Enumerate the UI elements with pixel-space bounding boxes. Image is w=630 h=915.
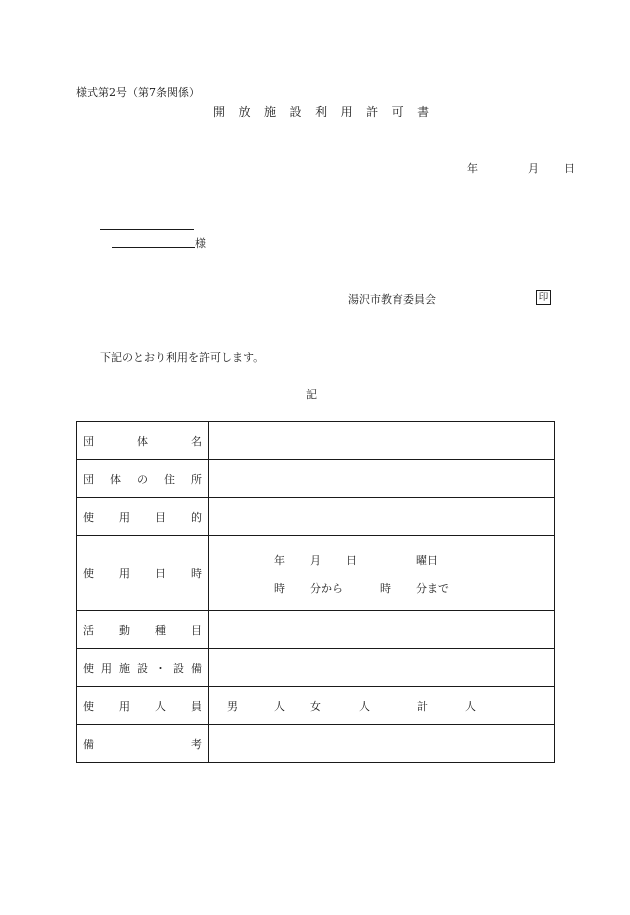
- permit-table: [76, 421, 555, 763]
- people-field[interactable]: [209, 687, 555, 725]
- title-char: 設: [289, 105, 302, 119]
- title-char: 用: [340, 105, 353, 119]
- people-total: 計: [417, 700, 428, 713]
- dt-from-hour: 時: [274, 582, 285, 595]
- dt-to-minute: 分まで: [416, 582, 449, 595]
- recipient-address-line[interactable]: [100, 229, 194, 230]
- table-row: [77, 422, 555, 460]
- recipient-honorific: 様: [195, 237, 206, 250]
- date-day: 日: [564, 162, 575, 175]
- title-char: 許: [366, 105, 379, 119]
- org-name-field[interactable]: [209, 422, 555, 460]
- title-char: 放: [238, 105, 251, 119]
- facility-field[interactable]: [209, 649, 555, 687]
- title-char: 利: [315, 105, 328, 119]
- purpose-field[interactable]: [209, 498, 555, 536]
- title-char: 書: [417, 105, 430, 119]
- title-char: 可: [391, 105, 404, 119]
- table-row: [77, 649, 555, 687]
- people-female: 女: [310, 700, 321, 713]
- document-title: [213, 103, 443, 120]
- recipient-name-line[interactable]: [112, 247, 195, 248]
- title-char: 施: [264, 105, 277, 119]
- people-female-unit: 人: [359, 700, 370, 713]
- remarks-field[interactable]: [209, 725, 555, 763]
- title-char: 開: [213, 105, 226, 119]
- people-male: 男: [227, 700, 238, 713]
- table-row: [77, 725, 555, 763]
- dt-month: 月: [310, 554, 321, 567]
- org-address-field[interactable]: [209, 460, 555, 498]
- people-male-unit: 人: [274, 700, 285, 713]
- dt-year: 年: [274, 554, 285, 567]
- seal-stamp: 印: [536, 290, 551, 305]
- table-row: [77, 536, 555, 611]
- date-month: 月: [528, 162, 539, 175]
- dt-weekday: 曜日: [416, 554, 438, 567]
- people-label: 使 用 人 員: [77, 687, 209, 725]
- org-address-label: 団 体 の 住 所: [77, 460, 209, 498]
- date-year: 年: [467, 162, 478, 175]
- datetime-field[interactable]: [209, 536, 555, 611]
- issue-date: [467, 160, 575, 176]
- org-name-label: 団 体 名: [77, 422, 209, 460]
- datetime-label: 使 用 日 時: [77, 536, 209, 611]
- dt-to-hour: 時: [380, 582, 391, 595]
- purpose-label: 使 用 目 的: [77, 498, 209, 536]
- table-row: [77, 687, 555, 725]
- dt-from-minute: 分から: [310, 582, 343, 595]
- issuer-name: 湯沢市教育委員会: [348, 293, 436, 306]
- activity-label: 活 動 種 目: [77, 611, 209, 649]
- table-row: [77, 460, 555, 498]
- form-number: 様式第2号（第7条関係）: [76, 86, 200, 99]
- people-total-unit: 人: [465, 700, 476, 713]
- remarks-label: 備 考: [77, 725, 209, 763]
- notes-heading: 記: [306, 388, 317, 401]
- permission-statement: 下記のとおり利用を許可します。: [100, 351, 265, 364]
- table-row: [77, 498, 555, 536]
- dt-day: 日: [346, 554, 357, 567]
- activity-field[interactable]: [209, 611, 555, 649]
- facility-label: 使 用 施 設 ・ 設 備: [77, 649, 209, 687]
- table-row: [77, 611, 555, 649]
